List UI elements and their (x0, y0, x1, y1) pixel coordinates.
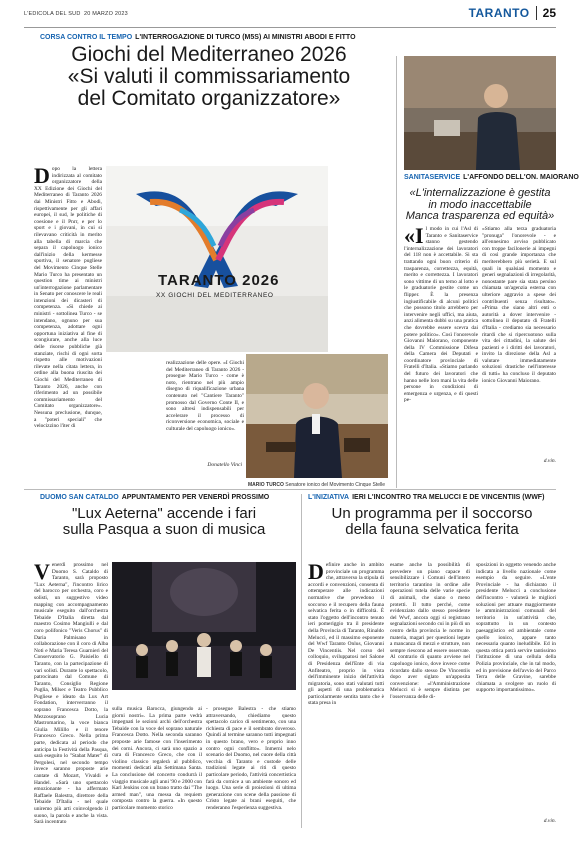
logo-city-text: TARANTO 2026 (158, 272, 280, 289)
concert-column-1 (34, 562, 108, 828)
main-headline-line1: Giochi del Mediterraneo 2026 (71, 43, 347, 66)
wildlife-headline-line2: della fauna selvatica ferita (345, 520, 519, 538)
concert-column-2 (112, 706, 202, 828)
section-name: TARANTO (468, 6, 530, 20)
turco-photo (246, 354, 388, 478)
right-headline (404, 188, 556, 223)
maiorano-photo-image (404, 56, 556, 170)
right-headline-line3: Manca trasparenza ed equità» (405, 210, 555, 223)
wildlife-headline (304, 506, 560, 538)
caption-name: MARIO TURCO (248, 482, 284, 488)
maiorano-photo (404, 56, 556, 170)
right-signature: d.vin. (543, 458, 556, 464)
bottom-column-divider (301, 494, 302, 828)
games-logo-photo (106, 166, 328, 352)
concert-kicker-text: APPUNTAMENTO PER VENERDÌ PROSSIMO (121, 494, 270, 501)
main-headline-line2: «Si valuti il commissariamento (67, 65, 351, 89)
newspaper-name: L'EDICOLA DEL SUD (24, 11, 81, 17)
main-article-column-1 (34, 166, 102, 461)
concert-headline-line2: sulla Pasqua a suon di musica (62, 520, 266, 538)
column-divider (396, 56, 397, 488)
concert-dropcap: V (34, 562, 50, 584)
orchestra-photo (112, 562, 296, 690)
concert-text-3: - prosegue Balestra - che stiamo attraversando, chiediamo questo spettacolo carico di sentimento, con una richiesta di pace e il sembrato doveroso. Quindi al termine saranno tutti impegnati in questo brano, vero e proprio inno contro ogni conflitto». Inmerni nelo scenario del Duomo, nel cuore della città vecchia di Taranto e custode delle tradizioni legate ai riti di questo particolare periodo, l'attività concertistica farà da cornice a un ambiente sonoro ed luogo. Una serie di proiezioni di ultima generazione con scene della passione di Cristo legate ai brani eseguiti, che renderanno l'esperienza suggestiva. (206, 706, 296, 811)
concert-kicker (40, 494, 269, 501)
wildlife-column-3 (476, 562, 556, 814)
main-headline (28, 44, 390, 110)
header-divider (536, 6, 537, 20)
main-article-text-2: realizzazione delle opere. «I Giochi del Mediterraneo di Taranto 2026 - prosegue Mario Turco - come è noto, rientrano nel più ampio disegno di riqualificazione urbana contenuto nel "Cantiere Taranto" promosso dal Governo Conte II, e sono altresì indispensabili per accelerare il processo di riconversione economica, sociale e culturale del capoluogo ionico». (166, 360, 244, 432)
right-article-text-1: l modo in cui l'Asl di Taranto e Sanitaservice stanno gestendo l'internalizzazione dei lavoratori del 118 non è accettabile. Si sta trattando ogni buon criterio di trasparenza, correttezza, equità, merito e correttezza. I lavoratori sono vittime di un terno al lotto e le graduatorie gestite come un flipper. È la presenza ingiustificabile di alcuni politici che possono titolo arrebbero per intervenire negli uffici, ma aiuta, anzi alimenta dubbi su una pratica che dovrebbe essere scevra dai potere politico». Così l'onorevole Giovanni Maiorano, componente della IV Commissione Difesa della Camera dei Deputati e coordinatore provinciale di Fratelli d'Italia. «Stiamo parlando del futuro dei lavoratori che hanno nelle loro mani la vita delle persone in condizioni di emergenza e urgenza, e di questi pe- (404, 226, 478, 404)
main-kicker-text: L'INTERROGAZIONE DI TURCO (M5S) AI MINISTRI ABODI E FITTO (135, 34, 356, 41)
right-kicker-category: SANITASERVICE (404, 174, 461, 181)
section-divider (24, 489, 556, 490)
wildlife-column-1 (308, 562, 384, 828)
right-article-column-1 (404, 226, 478, 461)
right-article-text-2: «Stiamo alla terza graduatoria "pronuga" l'onorevole - e all'ennesimo avviso pubblicato con troppe facilonerie ai impegni di così grande importanza che meriterebbero più serietà. E sul quali in qualsiasi momento e generi segnalazioni di irregolarità, nonostante pare sia stata persino chiamata un'agenzia esterna con ulteriore aggravio a spese dei contribuenti senza risultato». «Prima che siano altri enti o autorità a dover intervenire - sottolinea il deputato di Fratelli d'Italia - crediamo sia necessario ritardi che si ripercuotono sulla vita dei cittadini, la salute dei pazienti e i diritti dei lavoratori, invito la direzione della Asl a valutare immediatamente soluzioni drastiche nell'interesse di tutti» ha concluso il deputato ionico Giovanni Maiorano. (482, 226, 556, 384)
orchestra-photo-image (112, 562, 296, 690)
caption-text: Senatore ionico del Movimento Cinque Stelle (285, 482, 386, 488)
main-signature: Donatello Vinci (207, 462, 242, 468)
main-article-column-2 (166, 360, 244, 460)
wildlife-headline-line1: Un programma per il soccorso (331, 505, 533, 522)
main-dropcap: D (34, 166, 50, 188)
right-kicker (404, 174, 579, 181)
right-kicker-text: L'AFFONDO DELL'ON. MAIORANO (463, 174, 579, 181)
wildlife-text-2: esame anche la possibilità di prevedere un piano capace di sensibilizzare i Comuni dell'intero territorio tarantino in ordine alle operazioni tutela delle varie specie di animali, che siano o meno protetti. Il tutto perché, come evidenziato dallo stesso presidente del Wwf, ancora oggi si registrano segnalazioni secondo cui in più di un centro della provincia le norme in materia, magari per questioni legate a mancanza di mezzi e strutture, non sempre riescono ad essere osservate. Al contrario di quanto avviene nel capoluogo ionico, dove invece come ricordato dallo stesso De Vincentiis dopo aver siglato un'apposita convenzione: «l'Amministrazione Melucci si è sempre distinta per l'osservanza delle di- (390, 562, 470, 700)
concert-headline-line1: "Lux Aeterna" accende i fari (71, 505, 257, 522)
page-header (24, 6, 556, 28)
concert-headline (30, 506, 298, 538)
masthead-date (24, 11, 128, 17)
concert-text-2: sulla musica Barocca, giungendo ai giorni nostri». La prima parte vedrà impegnati le sezioni archi dell'orchestra Tebaide con la voce del soprano naturale Francesca Dotto. Nella seconda saranno proposte arie famose con l'inserimento dei corni. Ancora, ci sarà uno spazio a cura di Francesco Greco, che con il violino classico regalerà al pubblico, momenti dedicati alla Settimana Santa. La conclusione del concerto condurrà il viaggio musicale agli anni '90 e 2000 con Karl Jenkins con un brano tratto dai "The armed man", una messa da requiem composta contro la guerra. «In questo particolare momento storico (112, 706, 202, 811)
main-kicker-category: CORSA CONTRO IL TEMPO (40, 34, 133, 41)
wildlife-text-3: sposizioni in oggetto venendo anche indicata a livello nazionale come esempio da seguire. «L'ente Provinciale - ha dichiarato il presidente Melucci a conclusione dell'incontro - valuterà le migliori soluzioni per attuare maggiormente le amministrazioni comunali del territorio in un'attività che, soprattutto in un contesto paesaggistico ed ambientale come quello ionico, appare tanto necessaria quanto ineludibile. Ed in questa ottica potrà servire tantissimo l'istituzione di una cellula della Polizia provinciale, che in tal modo, ed in previsione dell'avvio del Parco Terra delle Gravine, sarebbe chiamata a svolgere un ruolo di supporto importantissimo». (476, 562, 556, 694)
turco-photo-image (246, 354, 388, 478)
right-headline-line1: «L'internalizzazione è gestita (409, 187, 551, 199)
concert-text-1: enerdì prossimo nel Duomo S. Cataldo di Taranto, sarà proposto "Lux Aeterna", l'incontro lirico del barocco per orchestra, coro e solisti, un suggestivo video mapping con accompagnamento musicale eseguito dall'orchestra Tebaide D'Italia diretta dal maestro Cosimo Mangiulli e dal coro polifonico "Veris Chorus" di Daria Palmisano in collaborazione con il coro di Alba Noti e Maria Teresa Guarnieri del Conservatorio G. Paisiello di Taranto, con la partecipazione di vari solisti. Durante lo spettacolo, patrocinato dal Comune di Taranto, Consiglio Regione Puglia, Milsec e Teatro Pubblico Pugliese e ideato da Lux Art Fondation, interverranno il soprano Francesca Dotto, la Mezzosoprano Lucia Mastromarino, la voce bianca Giulia Milillo e il tenore Francesco Greco. Nella prima parte, dedicata al periodo che anticipa la Festività della Pasqua, sarà eseguito lo "Stabat Mater" di Pergolesi, nel secondo tempo invece saranno proposte arie cantate di Mozart, Vivaldi e Handel. «Sarà uno spettacolo emozionante - ha affermato Raffaele Balestra, direttore della Tebaide D'Italia - nel quale uniremo più arti coinvolgendo il suono, la parola e anche la vista. Sarà incentrato (34, 562, 108, 826)
wildlife-column-2 (390, 562, 470, 828)
page-number: 25 (542, 6, 556, 20)
wildlife-signature: d.vin. (543, 818, 556, 824)
games-logo-image (106, 166, 328, 352)
right-dropcap: «I (404, 226, 424, 248)
wildlife-kicker-category: L'INIZIATIVA (308, 494, 350, 501)
main-kicker (40, 34, 356, 41)
turco-caption (248, 482, 385, 488)
wildlife-kicker (308, 494, 544, 501)
wildlife-kicker-text: IERI L'INCONTRO TRA MELUCCI E DE VINCENTIIS (WWF) (352, 494, 545, 501)
concert-kicker-category: DUOMO SAN CATALDO (40, 494, 119, 501)
right-headline-line2: in modo inaccettabile (428, 198, 532, 211)
issue-date: 20 MARZO 2023 (83, 11, 128, 17)
logo-subtitle-text: XX GIOCHI DEL MEDITERRANEO (156, 292, 274, 299)
wildlife-dropcap: D (308, 562, 324, 584)
concert-column-3 (206, 706, 296, 828)
section-label (469, 6, 556, 20)
wildlife-text-1: efinire anche in ambito provinciale un programma che, attraverso la stipula di accordi e convenzioni, consenta di ottemperare alle indicazioni normative che prevedono il soccorso e il recupero della fauna selvatica ferita o in difficoltà. È stato l'oggetto dell'incontro tenuto ieri pomeriggio tra il presidente della Provincia di Taranto, Rinaldo Melucci, ed il massimo esponente del Wwf Taranto Onlus, Giovanni De Vincentiis. Nel corso del colloquio, sviluppatosi nel Salone di Presidenza dell'Ente di via Anfiteatro, proprio in vista dell'imminente inizio dell'attività migratoria, sono stati valutati tutti gli aspetti di una problematica particolarmente sentita tanto che è stata presa in (308, 562, 384, 707)
main-article-text-1: opo la lettera indirizzata al comitato organizzatore della XX Edizione dei Giochi del Mediterraneo di Taranto 2026 dai Ministri Fitto e Abodi, rispettivamente per gli affari europei, il sud, le politiche di coesione e il Pnrr, e per lo sport e i giovani, in cui si rilevavano criticità in merito alla tabella di marcia che separa il capoluogo ionico dall'inizio della kermesse sportiva, il senatore pugliese del Movimento Cinque Stelle Mario Turco ha presentato un question time ai ministri un'interrogazione parlamentare in Senato per conoscere le reali intenzioni dei dicasteri di competenza. «Si chiede ai ministri - sottolinea Turco - se intendano, ognuno per sua competenza, adottare ogni opportuna iniziativa al fine di scongiurare, anche alla luce delle risorse pubbliche già stanziate, rischi di ogni sorta rispetto alle motivazioni rilevate nella citata lettera, in ordine alla buona riuscita dei Giochi del Mediterraneo di Taranto 2026, anche con riferimento ad un possibile commissariamento del Comitato organizzatore». Nessuna preclusione, dunque, a "poteri speciali" che velocizzino l'iter di (34, 166, 102, 430)
main-headline-line3: del Comitato organizzatore» (77, 87, 341, 111)
right-article-column-2 (482, 226, 556, 454)
